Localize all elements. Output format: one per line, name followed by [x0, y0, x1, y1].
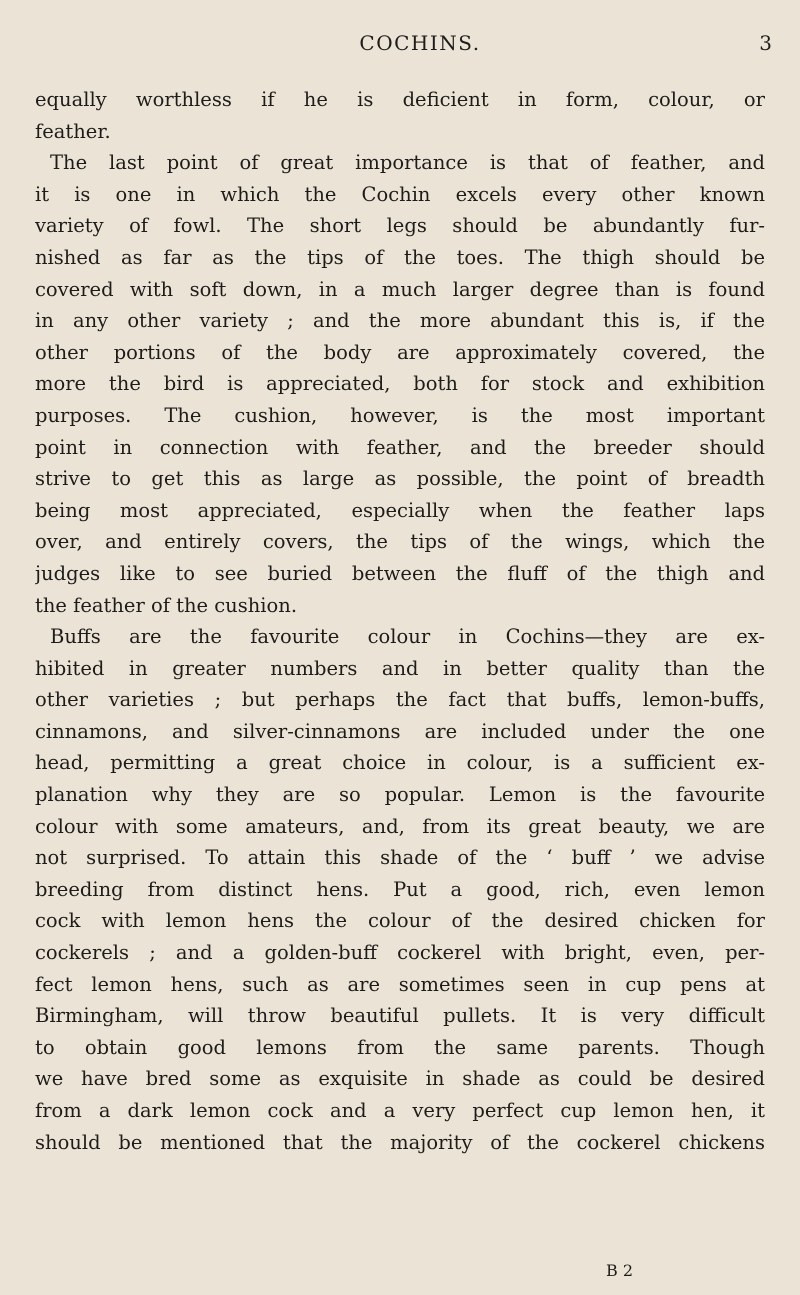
text-line: The last point of great importance is that of feather, and	[50, 151, 765, 175]
text-line: point in connection with feather, and the breeder should	[35, 435, 765, 459]
text-line: hibited in greater numbers and in better quality than the	[35, 656, 765, 680]
text-line: other portions of the body are approximately covered, the	[35, 340, 765, 364]
text-line: covered with soft down, in a much larger degree than is found	[35, 277, 765, 301]
text-line: Birmingham, will throw beautiful pullets. It is very difficult	[35, 1004, 765, 1028]
text-line: we have bred some as exquisite in shade as could be desired	[35, 1067, 765, 1091]
text-line: being most appreciated, especially when the feather laps	[35, 498, 765, 522]
text-line: over, and entirely covers, the tips of the wings, which the	[35, 530, 765, 554]
running-head	[60, 28, 780, 58]
text-line: Buffs are the favourite colour in Cochins—they are ex-	[50, 625, 765, 649]
text-line: other varieties ; but perhaps the fact that buffs, lemon-buffs,	[35, 688, 765, 712]
text-line: breeding from distinct hens. Put a good, rich, even lemon	[35, 877, 765, 901]
text-line: strive to get this as large as possible, the point of breadth	[35, 467, 765, 491]
text-line: nished as far as the tips of the toes. The thigh should be	[35, 245, 765, 269]
text-line: fect lemon hens, such as are sometimes seen in cup pens at	[35, 972, 765, 996]
page-number: 3	[759, 31, 772, 55]
text-line: purposes. The cushion, however, is the most important	[35, 403, 765, 427]
text-line: judges like to see buried between the fluff of the thigh and	[35, 561, 765, 585]
text-line: cockerels ; and a golden-buff cockerel with bright, even, per-	[35, 941, 765, 965]
text-line: from a dark lemon cock and a very perfect cup lemon hen, it	[35, 1099, 765, 1122]
text-line: variety of fowl. The short legs should be abundantly fur-	[35, 214, 765, 238]
text-line: cock with lemon hens the colour of the desired chicken for	[35, 909, 765, 933]
text-line: it is one in which the Cochin excels every other known	[35, 182, 765, 206]
text-line: equally worthless if he is deficient in form, colour, or	[35, 88, 765, 111]
text-line: head, permitting a great choice in colour, is a sufficient ex-	[35, 751, 765, 775]
text-line: feather.	[35, 119, 111, 143]
text-line: cinnamons, and silver-cinnamons are included under the one	[35, 719, 765, 743]
text-line: the feather of the cushion.	[35, 593, 298, 617]
running-title: COCHINS.	[359, 31, 481, 55]
text-line: planation why they are so popular. Lemon is the favourite	[35, 783, 765, 807]
text-line: should be mentioned that the majority of the cockerel chickens	[35, 1130, 765, 1154]
text-line: not surprised. To attain this shade of the ‘ buff ’ we advise	[35, 846, 765, 870]
body-text	[35, 84, 765, 1158]
text-line: colour with some amateurs, and, from its great beauty, we are	[35, 814, 765, 838]
text-line: to obtain good lemons from the same parents. Though	[35, 1035, 765, 1059]
text-line: in any other variety ; and the more abundant this is, if the	[35, 309, 765, 333]
signature-mark: B 2	[606, 1261, 634, 1280]
text-line: more the bird is appreciated, both for stock and exhibition	[35, 372, 765, 396]
